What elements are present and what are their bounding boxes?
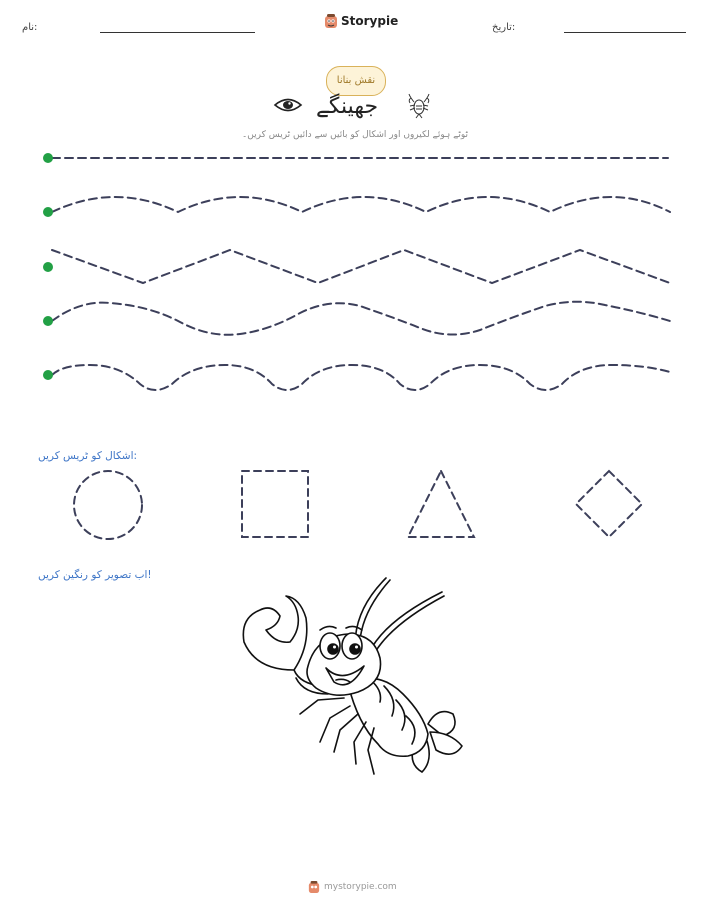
instruction-text: ٹوٹے ہوئے لکیروں اور اشکال کو بائیں سے دائیں ٹریس کریں۔ (242, 130, 469, 140)
activity-badge: نقش بنانا (326, 66, 386, 96)
color-heading: اب تصویر کو رنگین کریں! (38, 569, 152, 581)
start-dot (43, 370, 53, 380)
shapes-heading: اشکال کو ٹریس کریں: (38, 450, 138, 462)
start-dot (43, 153, 53, 163)
trace-line-bumps (52, 365, 670, 390)
footer (308, 880, 397, 894)
brand-name: Storypie (341, 14, 399, 28)
storypie-logo-icon (308, 880, 320, 894)
start-dot (43, 316, 53, 326)
tracing-shapes (0, 465, 709, 565)
tracing-lines (0, 0, 709, 420)
footer-url: mystorypie.com (324, 882, 397, 892)
page-title: جھینگے (316, 94, 379, 119)
trace-line-wave (52, 302, 670, 335)
trace-line-zigzag (52, 250, 670, 283)
trace-line-scallop (52, 197, 670, 212)
trace-circle (74, 471, 142, 539)
shrimp-coloring-illustration (238, 574, 478, 784)
trace-square (242, 471, 308, 537)
start-dot (43, 262, 53, 272)
trace-diamond (576, 471, 642, 537)
date-label: تاریخ: (492, 22, 516, 33)
name-label: نام: (22, 22, 38, 33)
start-dot (43, 207, 53, 217)
trace-triangle (408, 471, 474, 537)
